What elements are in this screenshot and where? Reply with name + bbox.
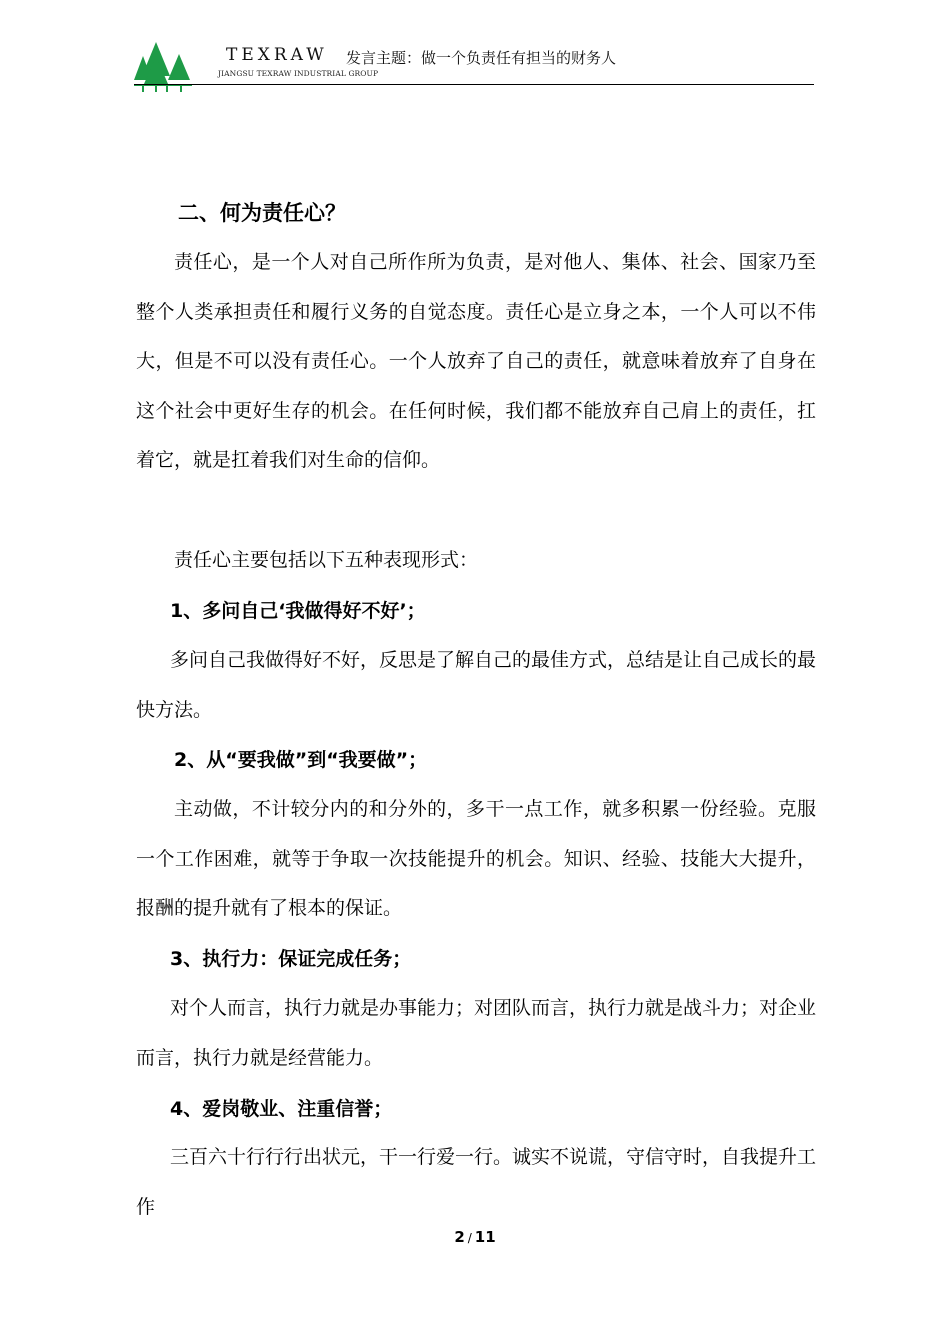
page-header	[0, 0, 950, 100]
item2-heading: 2、从“要我做”到“我要做”；	[174, 749, 428, 771]
item1-paragraph: 多问自己我做得好不好，反思是了解自己的最佳方式，总结是让自己成长的最快方法。	[136, 649, 817, 721]
item4-heading: 4、爱岗敬业、注重信誉；	[170, 1098, 393, 1120]
item4-paragraph: 三百六十行行行出状元，干一行爱一行。诚实不说谎，守信守时，自我提升工作	[136, 1146, 817, 1218]
item2-paragraph: 主动做，不计较分内的和分外的，多干一点工作，就多积累一份经验。克服一个工作困难，就等于争取一次技能提升的机会。知识、经验、技能大大提升，报酬的提升就有了根本的保证。	[136, 798, 816, 919]
brand-subtitle: JIANGSU TEXRAW INDUSTRIAL GROUP	[218, 69, 379, 78]
header-topic: 发言主题：做一个负责任有担当的财务人	[346, 49, 617, 67]
item1-heading: 1、多问自己‘我做得好不好’；	[170, 600, 426, 622]
tree-logo-icon	[134, 40, 192, 94]
item3-heading: 3、执行力：保证完成任务；	[170, 948, 412, 970]
current-page: 2	[454, 1228, 465, 1246]
item3-paragraph: 对个人而言，执行力就是办事能力；对团队而言，执行力就是战斗力；对企业而言，执行力就是经营能力。	[136, 997, 817, 1069]
header-divider	[134, 84, 814, 85]
definition-paragraph: 责任心，是一个人对自己所作所为负责，是对他人、集体、社会、国家乃至整个人类承担责任和履行义务的自觉态度。责任心是立身之本，一个人可以不伟大，但是不可以没有责任心。一个人放弃了自己的责任，就意味着放弃了自身在这个社会中更好生存的机会。在任何时候，我们都不能放弃自己肩上的责任，扛着它，就是扛着我们对生命的信仰。	[136, 251, 816, 471]
page-separator: /	[467, 1231, 472, 1245]
brand-name: TEXRAW	[226, 45, 328, 65]
section-heading: 二、何为责任心？	[178, 201, 346, 225]
total-pages: 11	[474, 1228, 496, 1246]
forms-intro: 责任心主要包括以下五种表现形式：	[174, 549, 479, 571]
page-number	[0, 1228, 950, 1246]
